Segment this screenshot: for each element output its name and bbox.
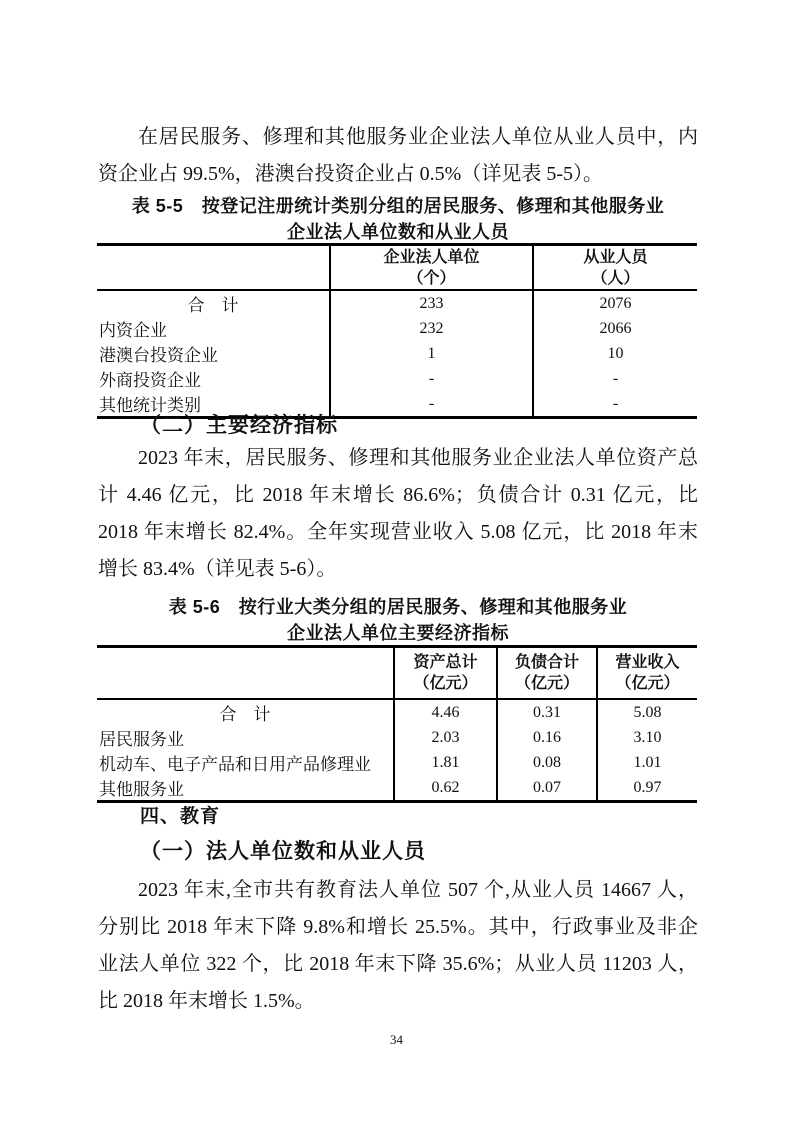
table-cell: 0.16 xyxy=(497,725,597,750)
column-header-unit: （亿元） xyxy=(615,675,680,692)
text-line: 2023 年末，居民服务、修理和其他服务业企业法人单位资产总 xyxy=(138,447,698,469)
table-cell: 0.62 xyxy=(394,775,497,802)
text-line: 2023 年末,全市共有教育法人单位 507 个,从业人员 14667 人， xyxy=(138,879,698,901)
text-line: 在居民服务、修理和其他服务业企业法人单位从业人员中，内 xyxy=(138,126,698,148)
text-line: 计 4.46 亿元，比 2018 年末增长 86.6%；负债合计 0.31 亿元，比 xyxy=(98,484,698,506)
table-header-row xyxy=(97,647,697,700)
table-5-5 xyxy=(97,243,697,419)
table-cell: 2.03 xyxy=(394,725,497,750)
table-cell: 2076 xyxy=(533,290,697,316)
table-cell: 0.07 xyxy=(497,775,597,802)
table-cell: 4.46 xyxy=(394,699,497,725)
column-header-title: 企业法人单位 xyxy=(383,248,480,266)
table-cell: 0.08 xyxy=(497,750,597,775)
table-header-row xyxy=(97,245,697,291)
table-5-5-caption xyxy=(98,193,698,245)
row-label: 合 计 xyxy=(219,705,271,724)
column-header-unit: （个） xyxy=(407,269,456,287)
section-heading-legal-entities: （一）法人单位数和从业人员 xyxy=(140,839,426,863)
stub-header-cell xyxy=(97,647,394,700)
table-cell: 3.10 xyxy=(597,725,697,750)
paragraph-service-employment xyxy=(98,119,698,193)
column-header xyxy=(597,647,697,700)
table-cell: 233 xyxy=(330,290,533,316)
table-cell: 2066 xyxy=(533,316,697,341)
table-cell: - xyxy=(330,366,533,391)
column-header-unit: （亿元） xyxy=(413,675,478,692)
row-label: 合 计 xyxy=(187,296,239,315)
paragraph-economic-indicators xyxy=(98,440,698,588)
table-cell: 232 xyxy=(330,316,533,341)
column-header-unit: （人） xyxy=(591,269,640,287)
stub-header-cell xyxy=(97,245,330,291)
text-line: 资企业占 99.5%，港澳台投资企业占 0.5%（详见表 5-5）。 xyxy=(98,163,603,185)
row-label: 其他服务业 xyxy=(99,780,184,799)
table-row xyxy=(97,316,697,341)
table-row xyxy=(97,750,697,775)
table-5-6-caption xyxy=(98,594,698,646)
table-cell: 0.97 xyxy=(597,775,697,802)
table-cell: - xyxy=(330,391,533,418)
text-line: 分别比 2018 年末下降 9.8%和增长 25.5%。其中，行政事业及非企 xyxy=(98,916,698,938)
row-label: 居民服务业 xyxy=(99,730,184,749)
table-row xyxy=(97,699,697,725)
table-cell: - xyxy=(533,391,697,418)
text-line: 增长 83.4%（详见表 5-6）。 xyxy=(98,558,337,580)
column-header-title: 营业收入 xyxy=(615,654,680,671)
text-line: 比 2018 年末增长 1.5%。 xyxy=(98,990,315,1012)
table-row xyxy=(97,725,697,750)
paragraph-education-statistics xyxy=(98,872,698,1020)
column-header-title: 负债合计 xyxy=(514,654,579,671)
column-header-title: 资产总计 xyxy=(413,654,478,671)
row-label: 外商投资企业 xyxy=(99,371,201,390)
caption-line: 企业法人单位数和从业人员 xyxy=(287,222,509,242)
row-label: 港澳台投资企业 xyxy=(99,346,218,365)
table-row xyxy=(97,290,697,316)
column-header xyxy=(394,647,497,700)
column-header xyxy=(330,245,533,291)
column-header-title: 从业人员 xyxy=(583,248,648,266)
text-line: 2018 年末增长 82.4%。全年实现营业收入 5.08 亿元，比 2018 年末 xyxy=(98,521,698,543)
row-label: 内资企业 xyxy=(99,321,167,340)
row-label: 其他统计类别 xyxy=(99,396,201,415)
table-cell: 10 xyxy=(533,341,697,366)
table-cell: 5.08 xyxy=(597,699,697,725)
table-5-6 xyxy=(97,645,697,803)
section-heading-economic-indicators: （二）主要经济指标 xyxy=(140,413,338,437)
table-row xyxy=(97,775,697,802)
page-number: 34 xyxy=(390,1032,403,1047)
table-cell: 0.31 xyxy=(497,699,597,725)
column-header xyxy=(497,647,597,700)
column-header xyxy=(533,245,697,291)
table-cell: 1 xyxy=(330,341,533,366)
table-cell: 1.01 xyxy=(597,750,697,775)
section-heading-education: 四、教育 xyxy=(140,806,221,827)
table-row xyxy=(97,341,697,366)
caption-line: 表 5-6 按行业大类分组的居民服务、修理和其他服务业 xyxy=(168,597,628,617)
table-cell: 1.81 xyxy=(394,750,497,775)
text-line: 业法人单位 322 个，比 2018 年末下降 35.6%；从业人员 11203 人， xyxy=(98,953,698,975)
caption-line: 表 5-5 按登记注册统计类别分组的居民服务、修理和其他服务业 xyxy=(131,196,665,216)
table-row xyxy=(97,366,697,391)
table-cell: - xyxy=(533,366,697,391)
column-header-unit: （亿元） xyxy=(514,675,579,692)
row-label: 机动车、电子产品和日用产品修理业 xyxy=(99,755,371,774)
caption-line: 企业法人单位主要经济指标 xyxy=(287,623,509,643)
